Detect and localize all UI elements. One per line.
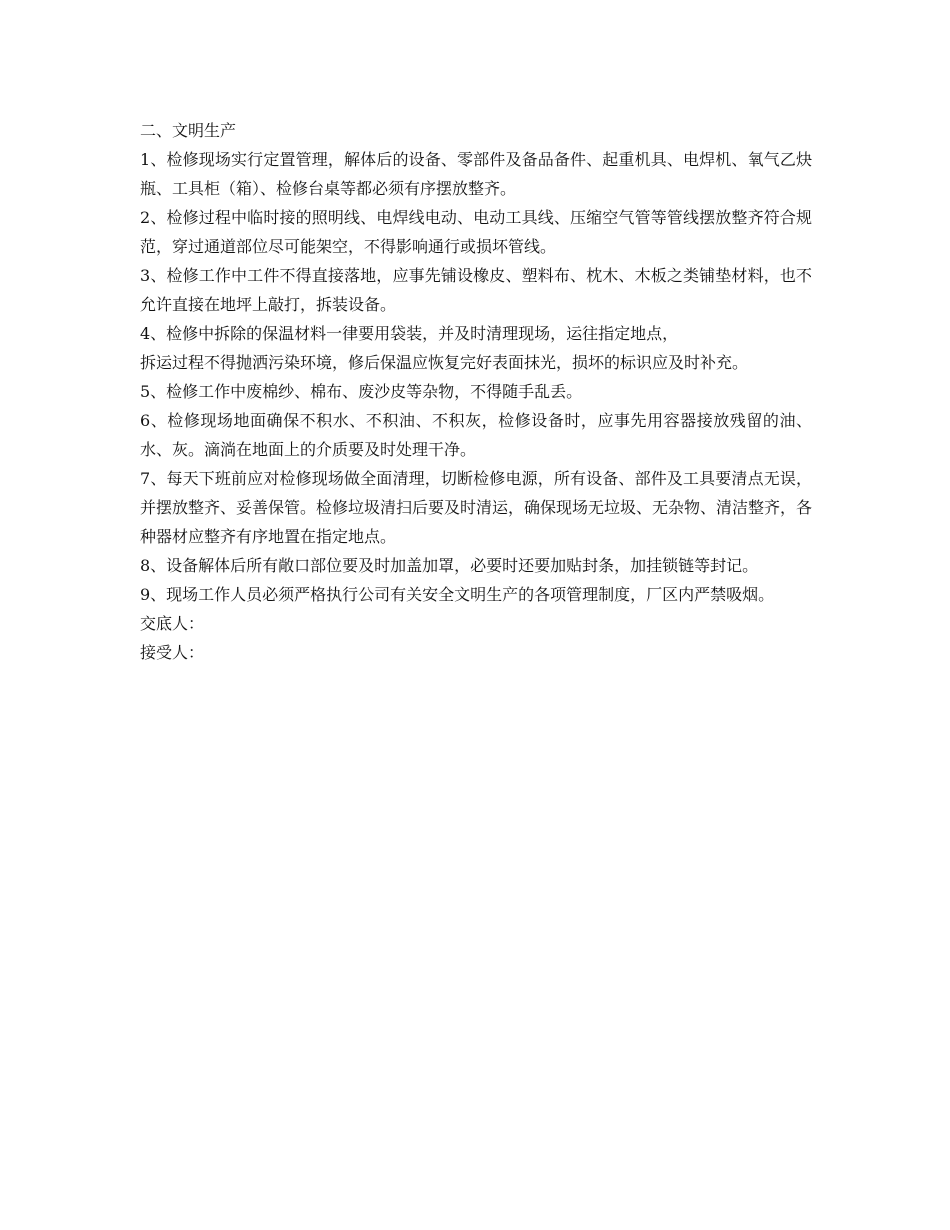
document-body: [140, 116, 812, 667]
paragraph-item-5: 5、检修工作中废棉纱、棉布、废沙皮等杂物，不得随手乱丢。: [140, 382, 583, 401]
paragraph-item-7: 7、每天下班前应对检修现场做全面清理，切断检修电源，所有设备、部件及工具要清点无误，并摆放整齐、妥善保管。检修垃圾清扫后要及时清运，确保现场无垃圾、无杂物、清洁整齐，各种器材应整齐有序地置在指定地点。: [140, 469, 813, 546]
paragraph-item-9: 9、现场工作人员必须严格执行公司有关安全文明生产的各项管理制度，厂区内严禁吸烟。: [140, 585, 775, 604]
paragraph-item-4: 4、检修中拆除的保温材料一律要用袋装，并及时清理现场，运往指定地点，: [140, 324, 679, 343]
handover-person-label: 交底人：: [140, 614, 205, 633]
paragraph-item-1: 1、检修现场实行定置管理，解体后的设备、零部件及备品备件、起重机具、电焊机、氧气乙炔瓶、工具柜（箱）、检修台桌等都必须有序摆放整齐。: [140, 150, 812, 198]
section-title: 二、文明生产: [140, 121, 237, 140]
receiver-person-label: 接受人：: [140, 643, 205, 662]
paragraph-item-8: 8、设备解体后所有敞口部位要及时加盖加罩，必要时还要加贴封条，加挂锁链等封记。: [140, 556, 759, 575]
paragraph-item-3: 3、检修工作中工件不得直接落地，应事先铺设橡皮、塑料布、枕木、木板之类铺垫材料，也不允许直接在地坪上敲打，拆装设备。: [140, 266, 812, 314]
paragraph-item-4-continued: 拆运过程不得抛洒污染环境，修后保温应恢复完好表面抹光，损坏的标识应及时补充。: [140, 353, 749, 372]
paragraph-item-2: 2、检修过程中临时接的照明线、电焊线电动、电动工具线、压缩空气管等管线摆放整齐符合规范，穿过通道部位尽可能架空，不得影响通行或损坏管线。: [140, 208, 812, 256]
paragraph-item-6: 6、检修现场地面确保不积水、不积油、不积灰，检修设备时，应事先用容器接放残留的油、水、灰。滴淌在地面上的介质要及时处理干净。: [140, 411, 812, 459]
